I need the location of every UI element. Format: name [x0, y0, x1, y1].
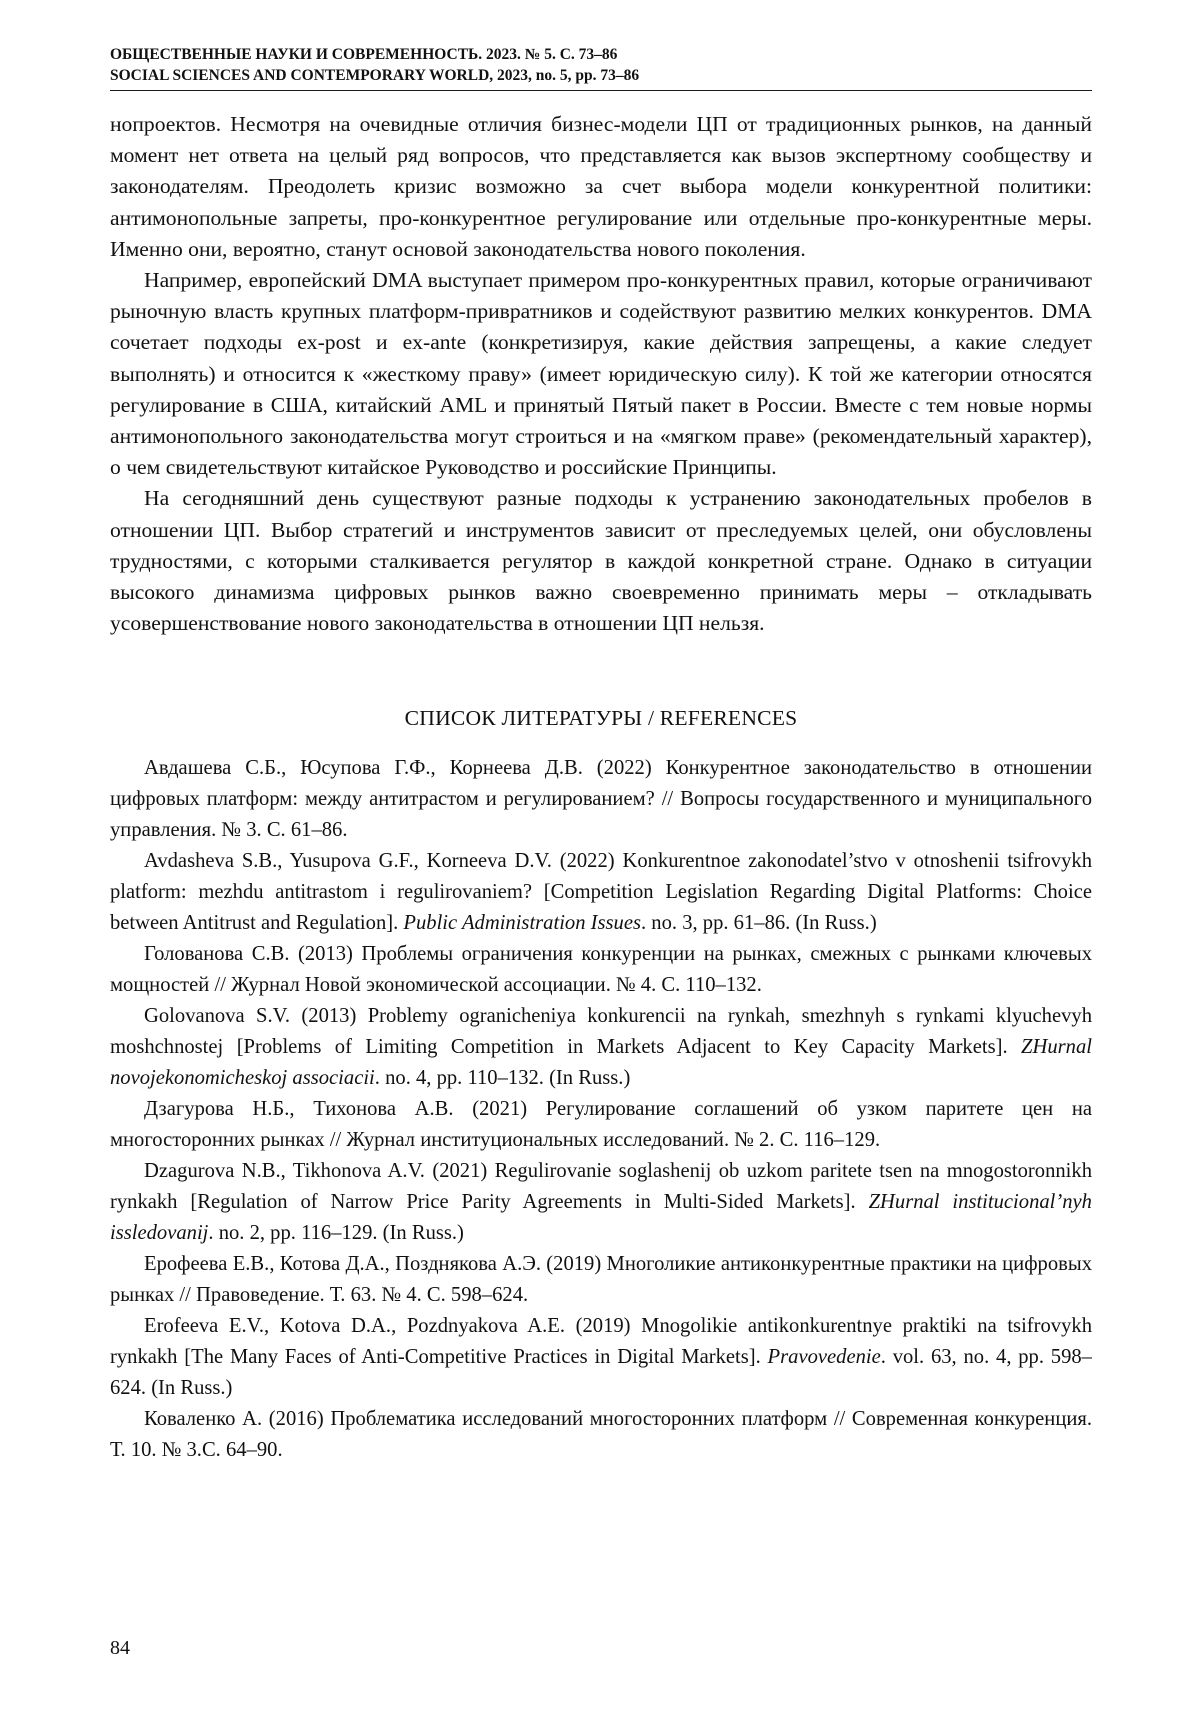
references-heading: СПИСОК ЛИТЕРАТУРЫ / REFERENCES [404, 706, 798, 731]
reference-text: Avdasheva S.B., Yusupova G.F., Korneeva D.V. (2022) Konkurentnoe zakonodatel’stvo v otnoshenii tsifrovykh platform: mezhdu antitrastom i regulirovaniem? [Competition Legislation Regarding Digital Platforms: Choice between Antitrust and Regulation]. [110, 850, 1092, 935]
reference-journal: Public Administration Issues [403, 912, 641, 935]
reference-tail: . vol. 63, no. 4, pp. 598–624. (In Russ.) [110, 1346, 1092, 1400]
reference-text: Erofeeva E.V., Kotova D.A., Pozdnyakova A.E. (2019) Mnogolikie antikonkurentnye praktiki na tsifrovykh rynkakh [The Many Faces of Anti-Competitive Practices in Digital Markets]. [110, 1315, 1092, 1369]
reference-tail: . no. 3, pp. 61–86. (In Russ.) [641, 912, 877, 935]
paragraph-3: На сегодняшний день существуют разные подходы к устранению законодательных пробелов в отношении ЦП. Выбор стратегий и инструментов зависит от преследуемых целей, они обусловлены трудностями, с которыми сталкивается регулятор в каждой конкретной стране. Однако в ситуации высокого динамизма цифровых рынков важно своевременно принимать меры – откладывать усовершенствование нового законодательства в отношении ЦП нельзя. [110, 486, 1092, 636]
reference-item: Ерофеева Е.В., Котова Д.А., Позднякова А.Э. (2019) Многоликие антиконкурентные практики на цифровых рынках // Правоведение. Т. 63. № 4. С. 598–624. [110, 1253, 1092, 1307]
reference-tail: . no. 2, pp. 116–129. (In Russ.) [208, 1222, 464, 1245]
journal-header-ru: ОБЩЕСТВЕННЫЕ НАУКИ И СОВРЕМЕННОСТЬ. 2023. № 5. С. 73–86 [110, 46, 618, 63]
journal-header-en: SOCIAL SCIENCES AND CONTEMPORARY WORLD, 2023, no. 5, pp. 73–86 [110, 67, 640, 84]
reference-item [110, 846, 1092, 939]
page-number: 84 [110, 1637, 130, 1659]
reference-item: Авдашева С.Б., Юсупова Г.Ф., Корнеева Д.В. (2022) Конкурентное законодательство в отношении цифровых платформ: между антитрастом и регулированием? // Вопросы государственного и муниципального управления. № 3. С. 61–86. [110, 757, 1092, 842]
reference-item: Дзагурова Н.Б., Тихонова А.В. (2021) Регулирование соглашений об узком паритете цен на многосторонних рынках // Журнал институциональных исследований. № 2. С. 116–129. [110, 1098, 1092, 1152]
reference-journal: Pravovedenie [767, 1346, 881, 1369]
reference-item: Коваленко А. (2016) Проблематика исследований многосторонних платформ // Современная конкуренция. Т. 10. № 3.С. 64–90. [110, 1408, 1092, 1462]
reference-journal: ZHurnal novojekonomicheskoj associacii [110, 1036, 1092, 1090]
reference-list [110, 753, 1092, 1466]
reference-tail: . no. 4, pp. 110–132. (In Russ.) [374, 1067, 631, 1090]
running-header [110, 44, 1092, 91]
paragraph-2: Например, европейский DMA выступает примером про-конкурентных правил, которые ограничивают рыночную власть крупных платформ-привратников и содействуют развитию мелких конкурентов. DMA сочетает подходы ex-post и ex-ante (конкретизируя, какие действия запрещены, а какие следует выполнять) и относится к «жесткому праву» (имеет юридическую силу). К той же категории относятся регулирование в США, китайский AML и принятый Пятый пакет в России. Вместе с тем новые нормы антимонопольного законодательства могут строиться и на «мягком праве» (рекомендательный характер), о чем свидетельствуют китайское Руководство и российские Принципы. [110, 268, 1092, 480]
body-text [110, 109, 1092, 639]
paragraph-1: нопроектов. Несмотря на очевидные отличия бизнес-модели ЦП от традиционных рынков, на данный момент нет ответа на целый ряд вопросов, что представляется как вызов экспертному сообществу и законодателям. Преодолеть кризис возможно за счет выбора модели конкурентной политики: антимонопольные запреты, про-конкурентное регулирование или отдельные про-конкурентные меры. Именно они, вероятно, станут основой законодательства нового поколения. [110, 112, 1092, 261]
reference-item [110, 1156, 1092, 1249]
reference-text: Dzagurova N.B., Tikhonova A.V. (2021) Regulirovanie soglashenij ob uzkom paritete tsen na mnogostoronnikh rynkakh [Regulation of Narrow Price Parity Agreements in Multi-Sided Markets]. [110, 1160, 1092, 1214]
reference-item: Голованова С.В. (2013) Проблемы ограничения конкуренции на рынках, смежных с рынками ключевых мощностей // Журнал Новой экономической ассоциации. № 4. С. 110–132. [110, 943, 1092, 997]
reference-item [110, 1311, 1092, 1404]
reference-journal: ZHurnal institucional’nyh issledovanij [110, 1191, 1092, 1245]
reference-text: Golovanova S.V. (2013) Problemy ogranicheniya konkurencii na rynkah, smezhnyh s rynkami klyuchevyh moshchnostej [Problems of Limiting Competition in Markets Adjacent to Key Capacity Markets]. [110, 1005, 1092, 1059]
reference-item [110, 1001, 1092, 1094]
document-page [110, 44, 1092, 1466]
